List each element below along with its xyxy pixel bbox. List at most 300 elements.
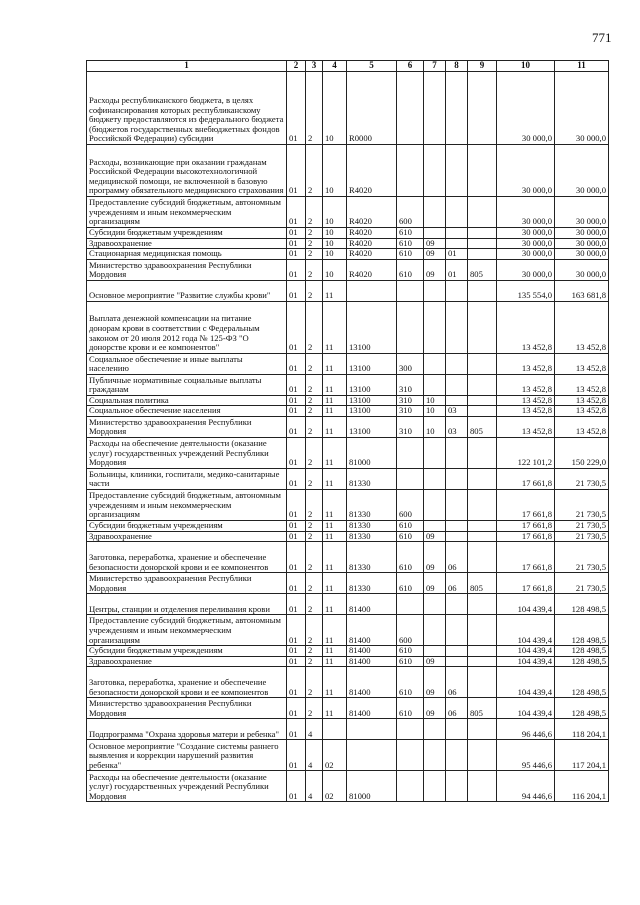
amount-year2-cell: 128 498,5	[555, 646, 609, 657]
code-cell-6	[397, 594, 424, 615]
code-cell-8	[446, 280, 468, 301]
amount-year2-cell: 13 452,8	[555, 406, 609, 417]
row-name-cell: Заготовка, переработка, хранение и обеспечение безопасности донорской крови и ее компонентов	[87, 542, 287, 573]
code-cell-9	[468, 437, 497, 468]
row-name-cell: Расходы, возникающие при оказании гражданам Российской Федерации высокотехнологичной медицинской помощи, не включенной в базовую программу обязательного медицинского страхования	[87, 145, 287, 197]
row-name-cell: Предоставление субсидий бюджетным, автономным учреждениям и иным некоммерческим организациям	[87, 489, 287, 520]
table-row	[87, 238, 609, 249]
row-name-cell: Субсидии бюджетным учреждениям	[87, 228, 287, 239]
code-cell-9: 805	[468, 416, 497, 437]
amount-year2-cell: 21 730,5	[555, 531, 609, 542]
code-cell-3: 2	[306, 197, 323, 228]
code-cell-5: R4020	[347, 228, 397, 239]
row-name-cell: Подпрограмма "Охрана здоровья матери и ребенка"	[87, 719, 287, 740]
code-cell-9	[468, 395, 497, 406]
code-cell-3: 2	[306, 520, 323, 531]
budget-table	[86, 60, 609, 802]
amount-year1-cell: 13 452,8	[497, 374, 555, 395]
code-cell-9	[468, 353, 497, 374]
row-name-cell: Здравоохранение	[87, 531, 287, 542]
code-cell-6	[397, 771, 424, 802]
code-cell-3: 2	[306, 416, 323, 437]
code-cell-9: 805	[468, 698, 497, 719]
code-cell-7	[424, 301, 446, 353]
code-cell-3: 2	[306, 249, 323, 260]
table-row	[87, 771, 609, 802]
code-cell-9	[468, 594, 497, 615]
code-cell-3: 2	[306, 489, 323, 520]
table-row	[87, 72, 609, 145]
code-cell-6	[397, 437, 424, 468]
row-name-cell: Здравоохранение	[87, 238, 287, 249]
code-cell-2: 01	[287, 646, 306, 657]
code-cell-6: 610	[397, 228, 424, 239]
amount-year2-cell: 30 000,0	[555, 238, 609, 249]
code-cell-2: 01	[287, 72, 306, 145]
code-cell-6: 610	[397, 531, 424, 542]
code-cell-3: 2	[306, 301, 323, 353]
code-cell-4: 11	[323, 353, 347, 374]
amount-year1-cell: 104 439,4	[497, 656, 555, 667]
code-cell-7: 09	[424, 573, 446, 594]
code-cell-9	[468, 280, 497, 301]
table-row	[87, 542, 609, 573]
code-cell-3: 2	[306, 667, 323, 698]
code-cell-2: 01	[287, 489, 306, 520]
column-header: 4	[323, 61, 347, 72]
code-cell-6: 610	[397, 542, 424, 573]
row-name-cell: Субсидии бюджетным учреждениям	[87, 520, 287, 531]
code-cell-8	[446, 646, 468, 657]
code-cell-5: 81330	[347, 520, 397, 531]
code-cell-5: 81400	[347, 615, 397, 646]
code-cell-8	[446, 437, 468, 468]
row-name-cell: Основное мероприятие "Создание системы раннего выявления и коррекции нарушений развития ребенка"	[87, 740, 287, 771]
amount-year1-cell: 17 661,8	[497, 468, 555, 489]
amount-year2-cell: 30 000,0	[555, 259, 609, 280]
code-cell-9	[468, 238, 497, 249]
row-name-cell: Министерство здравоохранения Республики Мордовия	[87, 416, 287, 437]
amount-year1-cell: 30 000,0	[497, 72, 555, 145]
code-cell-2: 01	[287, 468, 306, 489]
code-cell-7	[424, 353, 446, 374]
amount-year1-cell: 30 000,0	[497, 145, 555, 197]
code-cell-6: 600	[397, 615, 424, 646]
row-name-cell: Социальная политика	[87, 395, 287, 406]
code-cell-4: 10	[323, 259, 347, 280]
code-cell-6: 600	[397, 197, 424, 228]
code-cell-2: 01	[287, 228, 306, 239]
code-cell-6: 310	[397, 406, 424, 417]
code-cell-5: 13100	[347, 374, 397, 395]
code-cell-2: 01	[287, 573, 306, 594]
code-cell-5: 81330	[347, 573, 397, 594]
code-cell-3: 2	[306, 437, 323, 468]
amount-year1-cell: 30 000,0	[497, 259, 555, 280]
column-header: 8	[446, 61, 468, 72]
code-cell-5: 81330	[347, 542, 397, 573]
code-cell-8	[446, 468, 468, 489]
code-cell-4: 10	[323, 249, 347, 260]
code-cell-7: 09	[424, 249, 446, 260]
code-cell-4: 11	[323, 374, 347, 395]
code-cell-8: 06	[446, 698, 468, 719]
code-cell-8	[446, 353, 468, 374]
code-cell-2: 01	[287, 667, 306, 698]
amount-year2-cell: 21 730,5	[555, 489, 609, 520]
code-cell-4: 11	[323, 698, 347, 719]
amount-year1-cell: 94 446,6	[497, 771, 555, 802]
amount-year1-cell: 104 439,4	[497, 667, 555, 698]
code-cell-2: 01	[287, 301, 306, 353]
amount-year1-cell: 17 661,8	[497, 520, 555, 531]
code-cell-8: 01	[446, 259, 468, 280]
code-cell-7	[424, 594, 446, 615]
table-row	[87, 301, 609, 353]
code-cell-7	[424, 646, 446, 657]
table-row	[87, 646, 609, 657]
amount-year2-cell: 30 000,0	[555, 228, 609, 239]
code-cell-9	[468, 667, 497, 698]
code-cell-6: 610	[397, 698, 424, 719]
table-row	[87, 406, 609, 417]
code-cell-2: 01	[287, 353, 306, 374]
amount-year1-cell: 135 554,0	[497, 280, 555, 301]
code-cell-7: 10	[424, 395, 446, 406]
code-cell-7	[424, 771, 446, 802]
code-cell-3: 2	[306, 238, 323, 249]
code-cell-8	[446, 301, 468, 353]
code-cell-4: 11	[323, 667, 347, 698]
table-body	[87, 72, 609, 802]
amount-year1-cell: 95 446,6	[497, 740, 555, 771]
code-cell-4: 11	[323, 437, 347, 468]
amount-year1-cell: 96 446,6	[497, 719, 555, 740]
code-cell-3: 2	[306, 374, 323, 395]
code-cell-2: 01	[287, 719, 306, 740]
row-name-cell: Предоставление субсидий бюджетным, автономным учреждениям и иным некоммерческим организациям	[87, 197, 287, 228]
code-cell-9	[468, 542, 497, 573]
code-cell-9	[468, 406, 497, 417]
code-cell-9	[468, 374, 497, 395]
code-cell-5: R0000	[347, 72, 397, 145]
code-cell-5	[347, 280, 397, 301]
code-cell-4: 02	[323, 740, 347, 771]
code-cell-4: 10	[323, 145, 347, 197]
code-cell-2: 01	[287, 771, 306, 802]
code-cell-9	[468, 301, 497, 353]
code-cell-4: 11	[323, 594, 347, 615]
amount-year1-cell: 13 452,8	[497, 353, 555, 374]
code-cell-6	[397, 719, 424, 740]
amount-year1-cell: 104 439,4	[497, 594, 555, 615]
code-cell-5: R4020	[347, 145, 397, 197]
code-cell-4: 11	[323, 280, 347, 301]
table-row	[87, 531, 609, 542]
amount-year2-cell: 13 452,8	[555, 416, 609, 437]
code-cell-7	[424, 615, 446, 646]
amount-year1-cell: 30 000,0	[497, 249, 555, 260]
row-name-cell: Министерство здравоохранения Республики Мордовия	[87, 698, 287, 719]
column-header: 6	[397, 61, 424, 72]
code-cell-5: R4020	[347, 259, 397, 280]
code-cell-9	[468, 646, 497, 657]
code-cell-9	[468, 719, 497, 740]
code-cell-8: 06	[446, 667, 468, 698]
code-cell-2: 01	[287, 416, 306, 437]
code-cell-3: 2	[306, 406, 323, 417]
code-cell-2: 01	[287, 374, 306, 395]
code-cell-8	[446, 615, 468, 646]
code-cell-6: 310	[397, 374, 424, 395]
code-cell-9	[468, 656, 497, 667]
code-cell-3: 2	[306, 353, 323, 374]
code-cell-2: 01	[287, 437, 306, 468]
table-row	[87, 228, 609, 239]
code-cell-9: 805	[468, 259, 497, 280]
code-cell-3: 2	[306, 531, 323, 542]
code-cell-7	[424, 72, 446, 145]
code-cell-6	[397, 468, 424, 489]
code-cell-9	[468, 197, 497, 228]
code-cell-4: 11	[323, 416, 347, 437]
row-name-cell: Социальное обеспечение и иные выплаты населению	[87, 353, 287, 374]
amount-year2-cell: 150 229,0	[555, 437, 609, 468]
amount-year1-cell: 122 101,2	[497, 437, 555, 468]
amount-year1-cell: 30 000,0	[497, 238, 555, 249]
amount-year1-cell: 104 439,4	[497, 615, 555, 646]
code-cell-9	[468, 740, 497, 771]
code-cell-9: 805	[468, 573, 497, 594]
code-cell-4: 11	[323, 468, 347, 489]
code-cell-3: 2	[306, 594, 323, 615]
code-cell-7: 09	[424, 238, 446, 249]
row-name-cell: Выплата денежной компенсации на питание донорам крови в соответствии с Федеральным законом от 20 июля 2012 года № 125-ФЗ "О донорстве крови и ее компонентов"	[87, 301, 287, 353]
amount-year1-cell: 30 000,0	[497, 228, 555, 239]
amount-year1-cell: 13 452,8	[497, 395, 555, 406]
code-cell-5	[347, 740, 397, 771]
code-cell-6: 300	[397, 353, 424, 374]
code-cell-7	[424, 719, 446, 740]
code-cell-5: 81330	[347, 468, 397, 489]
code-cell-8	[446, 228, 468, 239]
code-cell-7	[424, 437, 446, 468]
code-cell-9	[468, 249, 497, 260]
amount-year2-cell: 13 452,8	[555, 353, 609, 374]
code-cell-8	[446, 594, 468, 615]
table-row	[87, 667, 609, 698]
code-cell-3: 2	[306, 228, 323, 239]
code-cell-4: 11	[323, 656, 347, 667]
amount-year1-cell: 17 661,8	[497, 531, 555, 542]
code-cell-2: 01	[287, 238, 306, 249]
code-cell-5: R4020	[347, 197, 397, 228]
code-cell-7: 10	[424, 416, 446, 437]
column-header: 2	[287, 61, 306, 72]
code-cell-7	[424, 228, 446, 239]
code-cell-3: 2	[306, 698, 323, 719]
code-cell-4: 02	[323, 771, 347, 802]
code-cell-6	[397, 740, 424, 771]
code-cell-9	[468, 771, 497, 802]
amount-year2-cell: 13 452,8	[555, 374, 609, 395]
code-cell-6: 610	[397, 259, 424, 280]
row-name-cell: Публичные нормативные социальные выплаты гражданам	[87, 374, 287, 395]
table-row	[87, 249, 609, 260]
code-cell-9	[468, 520, 497, 531]
code-cell-4: 11	[323, 615, 347, 646]
code-cell-4: 11	[323, 395, 347, 406]
amount-year1-cell: 17 661,8	[497, 542, 555, 573]
code-cell-4: 11	[323, 489, 347, 520]
code-cell-8	[446, 771, 468, 802]
table-row	[87, 573, 609, 594]
code-cell-3: 2	[306, 72, 323, 145]
code-cell-2: 01	[287, 280, 306, 301]
code-cell-3: 4	[306, 771, 323, 802]
code-cell-2: 01	[287, 698, 306, 719]
code-cell-6: 610	[397, 646, 424, 657]
code-cell-4: 11	[323, 646, 347, 657]
code-cell-2: 01	[287, 197, 306, 228]
code-cell-5: 81400	[347, 594, 397, 615]
code-cell-6: 610	[397, 656, 424, 667]
amount-year1-cell: 13 452,8	[497, 301, 555, 353]
code-cell-9	[468, 72, 497, 145]
amount-year2-cell: 117 204,1	[555, 740, 609, 771]
code-cell-4: 10	[323, 72, 347, 145]
code-cell-5: R4020	[347, 249, 397, 260]
table-row	[87, 280, 609, 301]
code-cell-7	[424, 489, 446, 520]
code-cell-8	[446, 145, 468, 197]
row-name-cell: Стационарная медицинская помощь	[87, 249, 287, 260]
code-cell-8: 03	[446, 416, 468, 437]
code-cell-6	[397, 280, 424, 301]
code-cell-7	[424, 468, 446, 489]
row-name-cell: Социальное обеспечение населения	[87, 406, 287, 417]
amount-year2-cell: 30 000,0	[555, 249, 609, 260]
code-cell-3: 2	[306, 656, 323, 667]
amount-year1-cell: 30 000,0	[497, 197, 555, 228]
amount-year2-cell: 21 730,5	[555, 573, 609, 594]
code-cell-8	[446, 719, 468, 740]
amount-year2-cell: 13 452,8	[555, 395, 609, 406]
code-cell-8: 06	[446, 542, 468, 573]
column-header: 11	[555, 61, 609, 72]
code-cell-9	[468, 489, 497, 520]
table-row	[87, 698, 609, 719]
code-cell-7: 09	[424, 259, 446, 280]
code-cell-8	[446, 531, 468, 542]
amount-year1-cell: 104 439,4	[497, 698, 555, 719]
code-cell-6: 600	[397, 489, 424, 520]
code-cell-3: 2	[306, 646, 323, 657]
code-cell-5: 13100	[347, 301, 397, 353]
code-cell-8: 03	[446, 406, 468, 417]
code-cell-6	[397, 145, 424, 197]
code-cell-2: 01	[287, 249, 306, 260]
code-cell-3: 2	[306, 573, 323, 594]
column-header: 9	[468, 61, 497, 72]
amount-year2-cell: 21 730,5	[555, 520, 609, 531]
table-row	[87, 395, 609, 406]
row-name-cell: Здравоохранение	[87, 656, 287, 667]
table-row	[87, 656, 609, 667]
code-cell-4: 11	[323, 301, 347, 353]
amount-year2-cell: 128 498,5	[555, 667, 609, 698]
code-cell-4: 10	[323, 238, 347, 249]
code-cell-3: 4	[306, 719, 323, 740]
code-cell-6: 610	[397, 520, 424, 531]
code-cell-5: 13100	[347, 416, 397, 437]
code-cell-7	[424, 520, 446, 531]
table-row	[87, 520, 609, 531]
table-header-row	[87, 61, 609, 72]
code-cell-2: 01	[287, 520, 306, 531]
amount-year2-cell: 13 452,8	[555, 301, 609, 353]
code-cell-2: 01	[287, 656, 306, 667]
code-cell-5: 81330	[347, 531, 397, 542]
amount-year2-cell: 30 000,0	[555, 72, 609, 145]
code-cell-2: 01	[287, 594, 306, 615]
amount-year2-cell: 21 730,5	[555, 542, 609, 573]
amount-year1-cell: 17 661,8	[497, 489, 555, 520]
code-cell-8	[446, 238, 468, 249]
code-cell-9	[468, 145, 497, 197]
code-cell-6: 310	[397, 395, 424, 406]
amount-year2-cell: 128 498,5	[555, 656, 609, 667]
row-name-cell: Министерство здравоохранения Республики Мордовия	[87, 573, 287, 594]
amount-year2-cell: 30 000,0	[555, 145, 609, 197]
amount-year1-cell: 104 439,4	[497, 646, 555, 657]
code-cell-8	[446, 374, 468, 395]
code-cell-4	[323, 719, 347, 740]
code-cell-8: 06	[446, 573, 468, 594]
row-name-cell: Больницы, клиники, госпитали, медико-санитарные части	[87, 468, 287, 489]
code-cell-2: 01	[287, 615, 306, 646]
amount-year2-cell: 128 498,5	[555, 594, 609, 615]
code-cell-4: 11	[323, 531, 347, 542]
table-row	[87, 437, 609, 468]
code-cell-8	[446, 740, 468, 771]
code-cell-4: 11	[323, 573, 347, 594]
table-row	[87, 197, 609, 228]
code-cell-2: 01	[287, 395, 306, 406]
row-name-cell: Субсидии бюджетным учреждениям	[87, 646, 287, 657]
row-name-cell: Центры, станции и отделения переливания крови	[87, 594, 287, 615]
code-cell-8	[446, 489, 468, 520]
code-cell-2: 01	[287, 740, 306, 771]
code-cell-6	[397, 301, 424, 353]
amount-year1-cell: 13 452,8	[497, 416, 555, 437]
amount-year1-cell: 13 452,8	[497, 406, 555, 417]
page-number: 771	[592, 30, 612, 45]
code-cell-9	[468, 468, 497, 489]
code-cell-5: 81330	[347, 489, 397, 520]
code-cell-9	[468, 228, 497, 239]
code-cell-2: 01	[287, 542, 306, 573]
table-row	[87, 416, 609, 437]
code-cell-4: 11	[323, 542, 347, 573]
code-cell-6: 610	[397, 238, 424, 249]
table-row	[87, 259, 609, 280]
code-cell-7: 09	[424, 667, 446, 698]
amount-year1-cell: 17 661,8	[497, 573, 555, 594]
code-cell-7	[424, 740, 446, 771]
code-cell-5: 81400	[347, 646, 397, 657]
table-row	[87, 740, 609, 771]
